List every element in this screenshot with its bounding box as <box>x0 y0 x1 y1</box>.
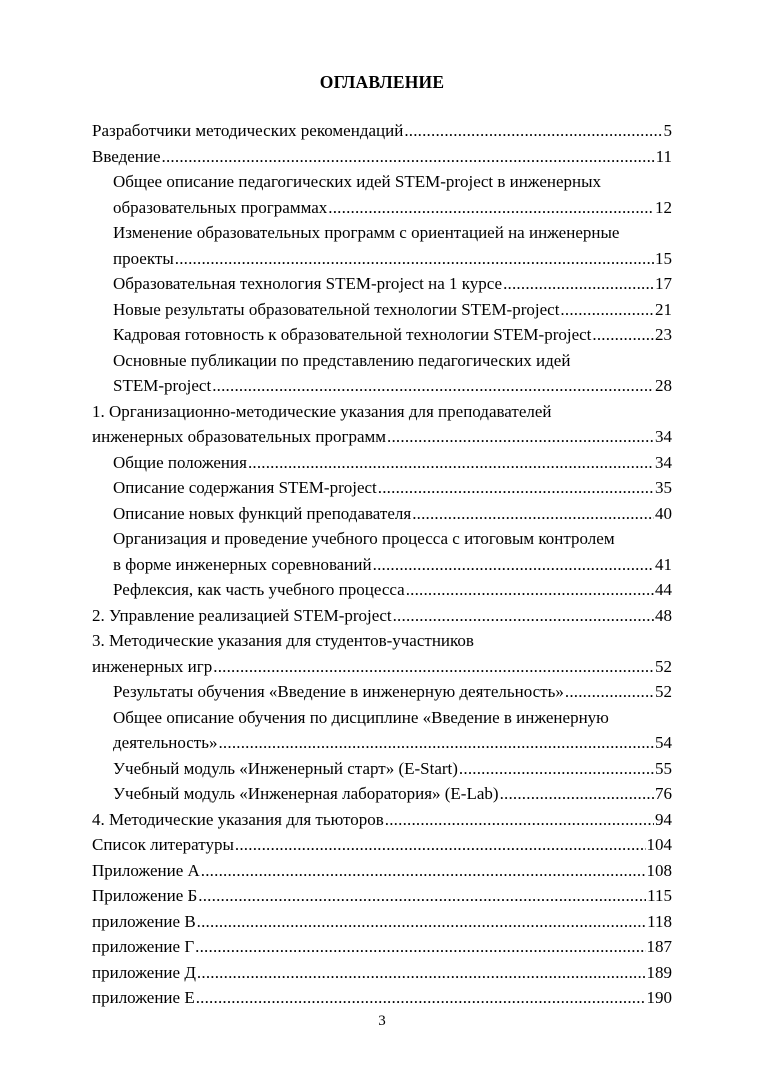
toc-entry <box>92 781 672 807</box>
toc-entry-text: инженерных игр <box>92 656 213 676</box>
toc-entry <box>92 756 672 782</box>
toc-entry-page: 55 <box>655 758 672 778</box>
dot-leader <box>162 144 655 170</box>
dot-leader <box>500 781 654 807</box>
toc-entry <box>92 322 672 348</box>
toc-entry-text: Приложение Б <box>92 886 198 905</box>
dot-leader <box>235 832 646 858</box>
toc-entry-continued: Общее описание обучения по дисциплине «Введение в инженерную <box>113 707 609 727</box>
dot-leader <box>503 271 654 297</box>
toc-entry-page: 15 <box>655 248 672 268</box>
dot-leader <box>459 756 654 782</box>
toc-entry-text: Разработчики методических рекомендаций <box>92 121 404 140</box>
toc-entry <box>92 501 672 527</box>
toc-entry-continued: 1. Организационно-методические указания для преподавателей <box>92 401 552 421</box>
toc-entry <box>92 960 672 986</box>
toc-entry-page: 189 <box>646 962 672 982</box>
toc-entry-page: 52 <box>655 682 672 701</box>
toc-entry-page: 34 <box>655 452 672 472</box>
toc-entry-page: 118 <box>647 911 672 931</box>
toc-entry-page: 108 <box>646 860 672 880</box>
toc-entry-text: Кадровая готовность к образовательной технологии STEM-project <box>113 325 592 344</box>
toc-entry <box>92 679 672 705</box>
toc-entry <box>92 654 672 680</box>
toc-entry-text: 4. Методические указания для тьюторов <box>92 809 384 829</box>
toc-entry-text: приложение Г <box>92 937 195 956</box>
toc-entry-text: Описание новых функций преподавателя <box>113 503 412 523</box>
dot-leader <box>212 373 654 399</box>
toc-entry-page: 34 <box>655 427 672 446</box>
toc-entry-text: Учебный модуль «Инженерный старт» (E-Start) <box>113 758 458 778</box>
toc-entry <box>92 246 672 272</box>
dot-leader <box>406 577 654 603</box>
toc-entry <box>92 424 672 450</box>
toc-entry-page: 48 <box>655 605 672 625</box>
dot-leader <box>195 934 645 960</box>
dot-leader <box>328 195 654 221</box>
dot-leader <box>196 985 646 1011</box>
toc-entry-continued: 3. Методические указания для студентов-участников <box>92 631 474 650</box>
toc-entry-page: 104 <box>646 835 672 854</box>
toc-entry-page: 94 <box>655 809 672 829</box>
toc-entry-text: Список литературы <box>92 835 234 854</box>
toc-entry-text: Введение <box>92 146 161 166</box>
toc-entry <box>92 118 672 144</box>
dot-leader <box>213 654 654 680</box>
toc-entry-page: 40 <box>655 503 672 523</box>
toc-entry <box>92 807 672 833</box>
toc-entry-page: 5 <box>663 121 672 140</box>
toc-entry-text: Приложение А <box>92 860 200 880</box>
toc-entry-text: образовательных программах <box>113 197 328 217</box>
toc-entry <box>92 883 672 909</box>
toc-entry <box>92 985 672 1011</box>
toc-entry-text: приложение Е <box>92 988 195 1007</box>
dot-leader <box>412 501 654 527</box>
toc-entry-text: Рефлексия, как часть учебного процесса <box>113 580 405 599</box>
dot-leader <box>378 475 654 501</box>
dot-leader <box>373 552 654 578</box>
toc-entry-text: проекты <box>113 248 174 268</box>
table-of-contents <box>92 118 672 1011</box>
toc-entry-text: Результаты обучения «Введение в инженерную деятельность» <box>113 682 564 701</box>
toc-entry-page: 17 <box>655 274 672 293</box>
dot-leader <box>175 246 654 272</box>
dot-leader <box>560 297 654 323</box>
toc-entry <box>92 577 672 603</box>
toc-entry <box>92 450 672 476</box>
dot-leader <box>197 909 646 935</box>
toc-entry-page: 41 <box>655 554 672 574</box>
dot-leader <box>197 960 646 986</box>
dot-leader <box>201 858 646 884</box>
toc-entry <box>92 475 672 501</box>
dot-leader <box>565 679 654 705</box>
toc-entry-page: 54 <box>655 733 672 752</box>
toc-entry-page: 44 <box>655 580 672 599</box>
toc-entry-text: 2. Управление реализацией STEM-project <box>92 605 392 625</box>
dot-leader <box>387 424 654 450</box>
dot-leader <box>385 807 654 833</box>
toc-entry-page: 52 <box>655 656 672 676</box>
page-number: 3 <box>378 1013 386 1029</box>
toc-entry-page: 190 <box>646 988 672 1007</box>
toc-entry <box>92 195 672 221</box>
toc-entry-page: 76 <box>655 784 672 803</box>
toc-entry <box>92 730 672 756</box>
toc-entry-continued: Общее описание педагогических идей STEM-project в инженерных <box>113 172 602 191</box>
toc-entry-page: 35 <box>655 478 672 497</box>
toc-entry-page: 11 <box>655 146 672 166</box>
toc-entry-text: Образовательная технология STEM-project на 1 курсе <box>113 274 503 293</box>
toc-entry-page: 115 <box>647 886 672 905</box>
toc-entry-page: 12 <box>655 197 672 217</box>
toc-entry <box>92 552 672 578</box>
dot-leader <box>393 603 654 629</box>
toc-entry-text: STEM-project <box>113 376 212 395</box>
toc-entry <box>92 934 672 960</box>
toc-entry-text: Учебный модуль «Инженерная лаборатория» (E-Lab) <box>113 784 499 803</box>
toc-entry <box>92 909 672 935</box>
toc-entry-text: деятельность» <box>113 733 218 752</box>
toc-entry-text: Новые результаты образовательной технологии STEM-project <box>113 299 560 319</box>
toc-entry <box>92 373 672 399</box>
toc-entry-text: приложение Д <box>92 962 196 982</box>
toc-entry-text: приложение В <box>92 911 196 931</box>
dot-leader <box>248 450 654 476</box>
toc-entry-text: в форме инженерных соревнований <box>113 554 372 574</box>
toc-entry <box>92 297 672 323</box>
toc-entry <box>92 144 672 170</box>
toc-entry-continued: Организация и проведение учебного процесса с итоговым контролем <box>113 529 615 548</box>
toc-entry-page: 187 <box>646 937 672 956</box>
dot-leader <box>218 730 654 756</box>
toc-entry <box>92 271 672 297</box>
toc-entry-continued: Основные публикации по представлению педагогических идей <box>113 350 571 370</box>
toc-entry <box>92 858 672 884</box>
dot-leader <box>198 883 646 909</box>
toc-entry-text: Общие положения <box>113 452 247 472</box>
toc-entry-page: 21 <box>655 299 672 319</box>
toc-entry-page: 28 <box>655 376 672 395</box>
toc-entry-text: Описание содержания STEM-project <box>113 478 377 497</box>
toc-entry-continued: Изменение образовательных программ с ориентацией на инженерные <box>113 223 620 242</box>
toc-entry-text: инженерных образовательных программ <box>92 427 387 446</box>
toc-entry-page: 23 <box>655 325 672 344</box>
dot-leader <box>404 118 662 144</box>
toc-entry <box>92 832 672 858</box>
page-title: ОГЛАВЛЕНИЕ <box>319 72 445 92</box>
toc-entry <box>92 603 672 629</box>
dot-leader <box>592 322 654 348</box>
